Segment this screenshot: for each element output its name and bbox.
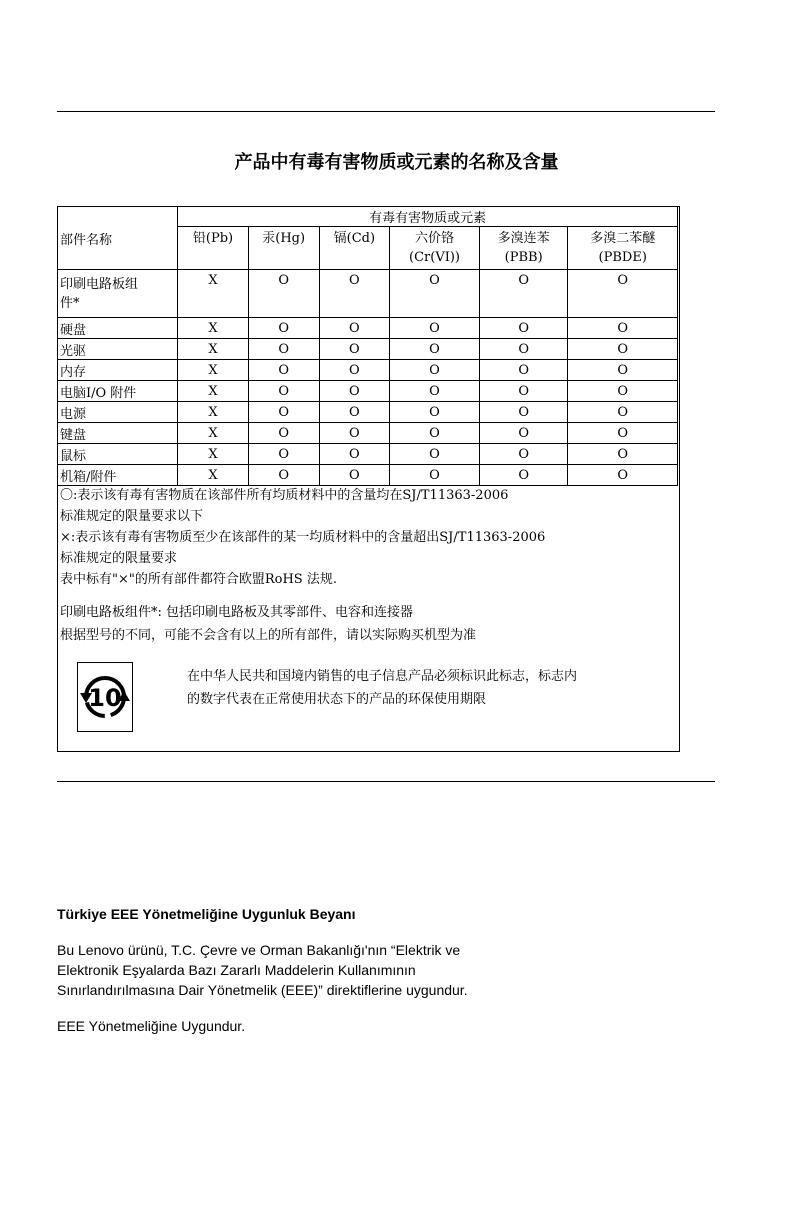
substance-value-cell: O	[248, 444, 319, 465]
part-name-line: 硬盘	[60, 322, 87, 338]
substance-header	[568, 227, 678, 270]
substance-value-cell: O	[568, 402, 678, 423]
substance-value-cell: O	[479, 318, 568, 339]
substance-value-cell: O	[479, 465, 568, 486]
table-row	[58, 465, 678, 486]
substance-value-cell: O	[568, 360, 678, 381]
recycle-10-icon	[78, 663, 132, 731]
substance-value-cell: O	[390, 423, 480, 444]
turkish-title: Türkiye EEE Yönetmeliğine Uygunluk Beyanı	[57, 906, 356, 922]
substance-value-cell: O	[319, 381, 390, 402]
table-row	[58, 339, 678, 360]
note-o: 〇:表示该有毒有害物质在该部件所有均质材料中的含量均在SJ/T11363-2006	[60, 488, 509, 503]
substance-value-cell: O	[390, 381, 480, 402]
note-x-cont: 标准规定的限量要求	[60, 551, 178, 566]
note-model: 根据型号的不同，可能不会含有以上的所有部件，请以实际购买机型为准	[60, 628, 477, 643]
note-o-cont: 标准规定的限量要求以下	[60, 509, 204, 524]
turkish-body	[57, 940, 468, 1000]
part-name-line: 内存	[60, 364, 87, 380]
part-name-cell	[58, 444, 178, 465]
top-divider	[57, 111, 715, 112]
substance-value-cell: O	[479, 381, 568, 402]
turkish-body-line: Sınırlandırılmasına Dair Yönetmelik (EEE)” direktiflerine uygundur.	[57, 982, 468, 998]
substance-value-cell: O	[248, 270, 319, 318]
substance-value-cell: X	[178, 381, 249, 402]
substance-value-cell: O	[248, 381, 319, 402]
part-name-line: 件*	[60, 296, 80, 311]
substance-value-cell: X	[178, 360, 249, 381]
part-name-cell	[58, 270, 178, 318]
substance-value-cell: O	[390, 360, 480, 381]
substance-symbol: (PBDE)	[598, 250, 647, 265]
bottom-divider	[57, 781, 715, 782]
part-name-line: 印刷电路板组	[60, 277, 139, 292]
substance-value-cell: O	[390, 465, 480, 486]
part-name-cell	[58, 423, 178, 444]
part-name-line: 电源	[60, 406, 87, 422]
substance-value-cell: O	[568, 270, 678, 318]
table-row	[58, 318, 678, 339]
part-name-cell	[58, 402, 178, 423]
table-row	[58, 270, 678, 318]
turkish-body-line: Elektronik Eşyalarda Bazı Zararlı Maddelerin Kullanımının	[57, 962, 416, 978]
substance-value-cell: X	[178, 465, 249, 486]
part-name-cell	[58, 360, 178, 381]
substance-value-cell: O	[479, 339, 568, 360]
part-name-line: 鼠标	[60, 448, 87, 464]
part-name-cell	[58, 318, 178, 339]
substance-name: 多溴二苯醚	[590, 231, 656, 246]
table-row	[58, 423, 678, 444]
substance-name: 汞(Hg)	[262, 231, 306, 246]
part-name-cell	[58, 381, 178, 402]
substance-value-cell: O	[319, 270, 390, 318]
epup-logo	[77, 662, 133, 732]
turkish-note: EEE Yönetmeliğine Uygundur.	[57, 1018, 246, 1034]
substance-name: 多溴连苯	[497, 231, 550, 246]
substance-value-cell: X	[178, 318, 249, 339]
substance-value-cell: O	[319, 339, 390, 360]
substance-header	[178, 227, 249, 270]
part-name-cell	[58, 339, 178, 360]
substance-name: 六价铬	[415, 231, 455, 246]
part-name-line: 电脑I/O 附件	[60, 385, 137, 401]
substance-value-cell: O	[390, 270, 480, 318]
substance-value-cell: X	[178, 402, 249, 423]
note-pcb: 印刷电路板组件*: 包括印刷电路板及其零部件、电容和连接器	[60, 605, 414, 620]
substance-value-cell: O	[479, 360, 568, 381]
substance-symbol: (Cr(VI))	[409, 250, 460, 265]
substance-value-cell: O	[248, 465, 319, 486]
logo-description	[187, 665, 577, 711]
substance-header	[479, 227, 568, 270]
note-rohs: 表中标有"×"的所有部件都符合欧盟RoHS 法规.	[60, 572, 337, 587]
substance-value-cell: X	[178, 444, 249, 465]
substance-value-cell: X	[178, 423, 249, 444]
substance-header	[248, 227, 319, 270]
substance-value-cell: O	[568, 318, 678, 339]
table-row	[58, 360, 678, 381]
substance-symbol: (PBB)	[504, 250, 543, 265]
logo-text-line: 的数字代表在正常使用状态下的产品的环保使用期限	[187, 692, 487, 707]
logo-text-line: 在中华人民共和国境内销售的电子信息产品必须标识此标志，标志内	[187, 669, 578, 684]
table-title: 产品中有毒有害物质或元素的名称及含量	[234, 152, 559, 173]
substance-value-cell: O	[248, 339, 319, 360]
substance-value-cell: O	[479, 270, 568, 318]
part-name-header: 部件名称	[58, 207, 178, 270]
substance-value-cell: O	[319, 402, 390, 423]
substance-value-cell: O	[390, 339, 480, 360]
substance-value-cell: O	[479, 402, 568, 423]
substance-value-cell: O	[568, 465, 678, 486]
substance-value-cell: O	[568, 339, 678, 360]
substance-value-cell: O	[568, 444, 678, 465]
logo-number: 10	[88, 684, 122, 712]
substance-value-cell: O	[390, 402, 480, 423]
substance-header	[319, 227, 390, 270]
note-x: ×:表示该有毒有害物质至少在该部件的某一均质材料中的含量超出SJ/T11363-2006	[60, 530, 546, 545]
substance-header	[390, 227, 480, 270]
hazard-table-frame	[57, 206, 680, 752]
substance-value-cell: X	[178, 339, 249, 360]
substance-name: 铅(Pb)	[192, 231, 234, 246]
substance-value-cell: O	[390, 444, 480, 465]
substance-name: 镉(Cd)	[333, 231, 376, 246]
substance-value-cell: O	[319, 465, 390, 486]
substance-value-cell: O	[248, 402, 319, 423]
substance-group-header: 有毒有害物质或元素	[178, 207, 678, 227]
substance-value-cell: O	[568, 381, 678, 402]
part-name-line: 光驱	[60, 343, 87, 359]
substance-value-cell: O	[479, 423, 568, 444]
table-row	[58, 444, 678, 465]
turkish-body-line: Bu Lenovo ürünü, T.C. Çevre ve Orman Bakanlığı'nın “Elektrik ve	[57, 942, 461, 958]
substance-value-cell: O	[319, 360, 390, 381]
part-name-cell	[58, 465, 178, 486]
substance-value-cell: O	[248, 360, 319, 381]
substance-value-cell: O	[248, 423, 319, 444]
substance-value-cell: O	[479, 444, 568, 465]
hazardous-substances-table	[57, 206, 678, 486]
substance-value-cell: O	[319, 318, 390, 339]
substance-value-cell: O	[568, 423, 678, 444]
part-name-line: 键盘	[60, 427, 87, 443]
part-name-line: 机箱/附件	[60, 469, 117, 485]
substance-value-cell: O	[248, 318, 319, 339]
substance-value-cell: O	[319, 444, 390, 465]
substance-value-cell: O	[390, 318, 480, 339]
table-row	[58, 402, 678, 423]
substance-value-cell: X	[178, 270, 249, 318]
table-row	[58, 381, 678, 402]
substance-value-cell: O	[319, 423, 390, 444]
